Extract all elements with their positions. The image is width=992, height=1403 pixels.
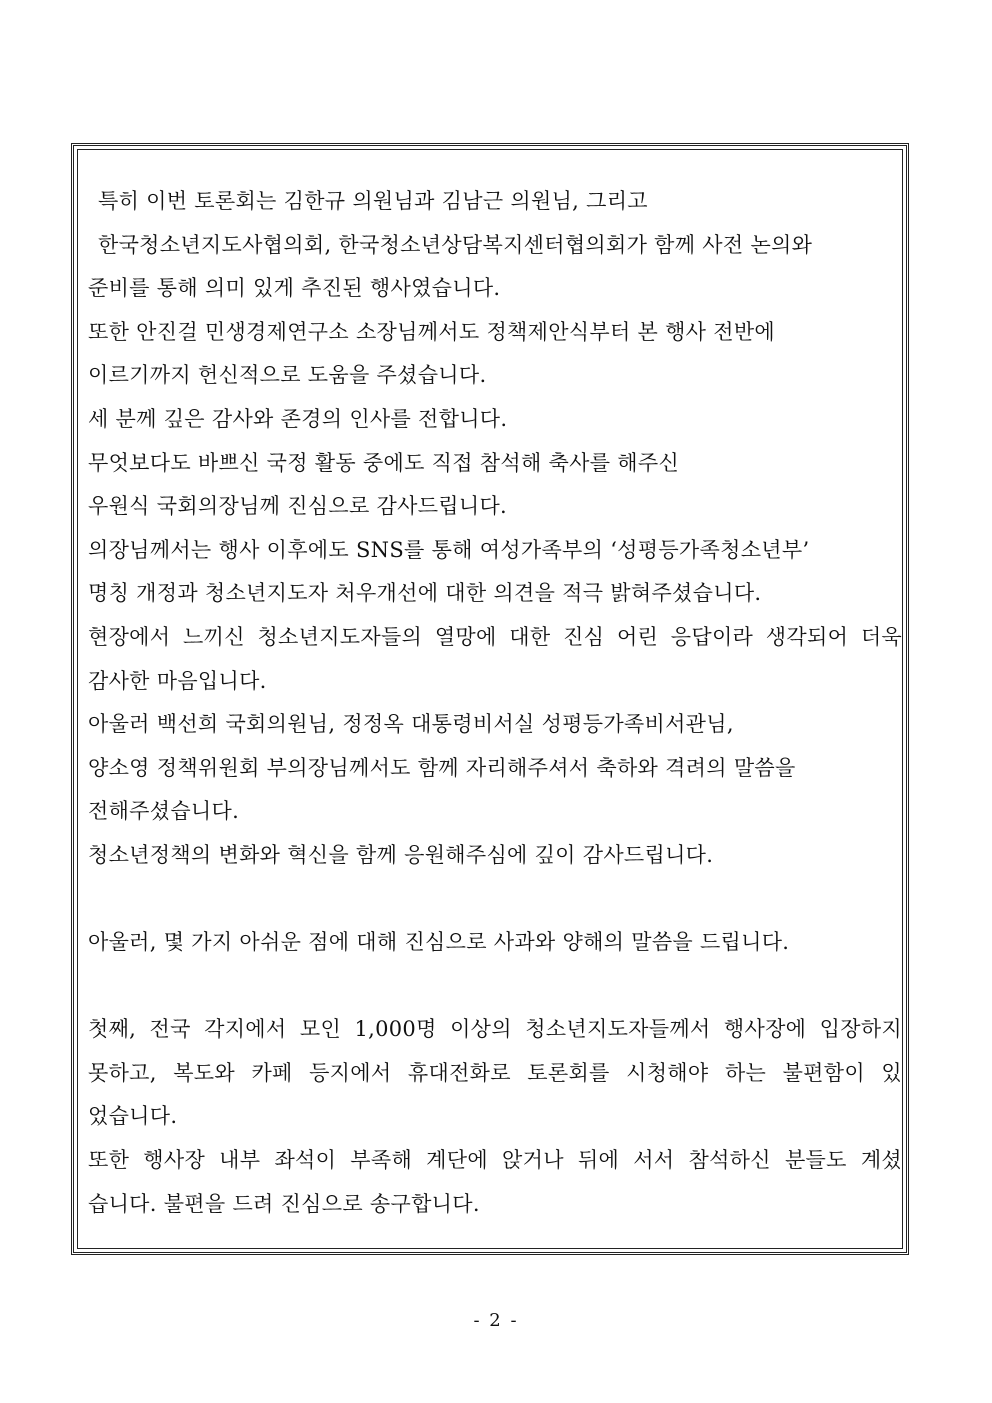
text-line: 또한 행사장 내부 좌석이 부족해 계단에 앉거나 뒤에 서서 참석하신 분들도 계셨 bbox=[88, 1148, 902, 1173]
body-text bbox=[88, 180, 902, 1226]
page-number: - 2 - bbox=[473, 1310, 519, 1331]
text-line: 명칭 개정과 청소년지도자 처우개선에 대한 의견을 적극 밝혀주셨습니다. bbox=[88, 581, 762, 606]
text-line: 우원식 국회의장님께 진심으로 감사드립니다. bbox=[88, 494, 508, 519]
text-line: 첫째, 전국 각지에서 모인 1,000명 이상의 청소년지도자들께서 행사장에 입장하지 bbox=[88, 1017, 902, 1042]
text-line: 현장에서 느끼신 청소년지도자들의 열망에 대한 진심 어린 응답이라 생각되어 더욱 bbox=[88, 624, 902, 649]
text-line: 세 분께 깊은 감사와 존경의 인사를 전합니다. bbox=[88, 406, 508, 431]
text-line: 준비를 통해 의미 있게 추진된 행사였습니다. bbox=[88, 276, 501, 301]
text-line: 의장님께서는 행사 이후에도 SNS를 통해 여성가족부의 ‘성평등가족청소년부’ bbox=[88, 537, 810, 562]
blank-line bbox=[88, 965, 902, 1009]
paragraph-apology-intro bbox=[88, 921, 902, 965]
paragraph-acknowledgements bbox=[88, 180, 902, 878]
text-line: 무엇보다도 바쁘신 국정 활동 중에도 직접 참석해 축사를 해주신 bbox=[88, 450, 680, 475]
text-line: 감사한 마음입니다. bbox=[88, 668, 267, 693]
text-line: 또한 안진걸 민생경제연구소 소장님께서도 정책제안식부터 본 행사 전반에 bbox=[88, 319, 775, 344]
text-line: 이르기까지 헌신적으로 도움을 주셨습니다. bbox=[88, 363, 487, 388]
text-line: 아울러, 몇 가지 아쉬운 점에 대해 진심으로 사과와 양해의 말씀을 드립니다. bbox=[88, 930, 790, 955]
paragraph-apology-details bbox=[88, 1008, 902, 1226]
text-line: 습니다. 불편을 드려 진심으로 송구합니다. bbox=[88, 1191, 480, 1216]
blank-line bbox=[88, 878, 902, 922]
text-line: 못하고, 복도와 카페 등지에서 휴대전화로 토론회를 시청해야 하는 불편함이 있 bbox=[88, 1060, 902, 1085]
text-line: 전해주셨습니다. bbox=[88, 799, 240, 824]
text-line: 었습니다. bbox=[88, 1104, 178, 1129]
text-line: 특히 이번 토론회는 김한규 의원님과 김남근 의원님, 그리고 bbox=[98, 189, 648, 213]
text-line: 양소영 정책위원회 부의장님께서도 함께 자리해주셔서 축하와 격려의 말씀을 bbox=[88, 755, 796, 780]
text-line: 청소년정책의 변화와 혁신을 함께 응원해주심에 깊이 감사드립니다. bbox=[88, 842, 714, 867]
text-line: 아울러 백선희 국회의원님, 정정옥 대통령비서실 성평등가족비서관님, bbox=[88, 712, 734, 737]
text-line: 한국청소년지도사협의회, 한국청소년상담복지센터협의회가 함께 사전 논의와 bbox=[98, 232, 813, 257]
